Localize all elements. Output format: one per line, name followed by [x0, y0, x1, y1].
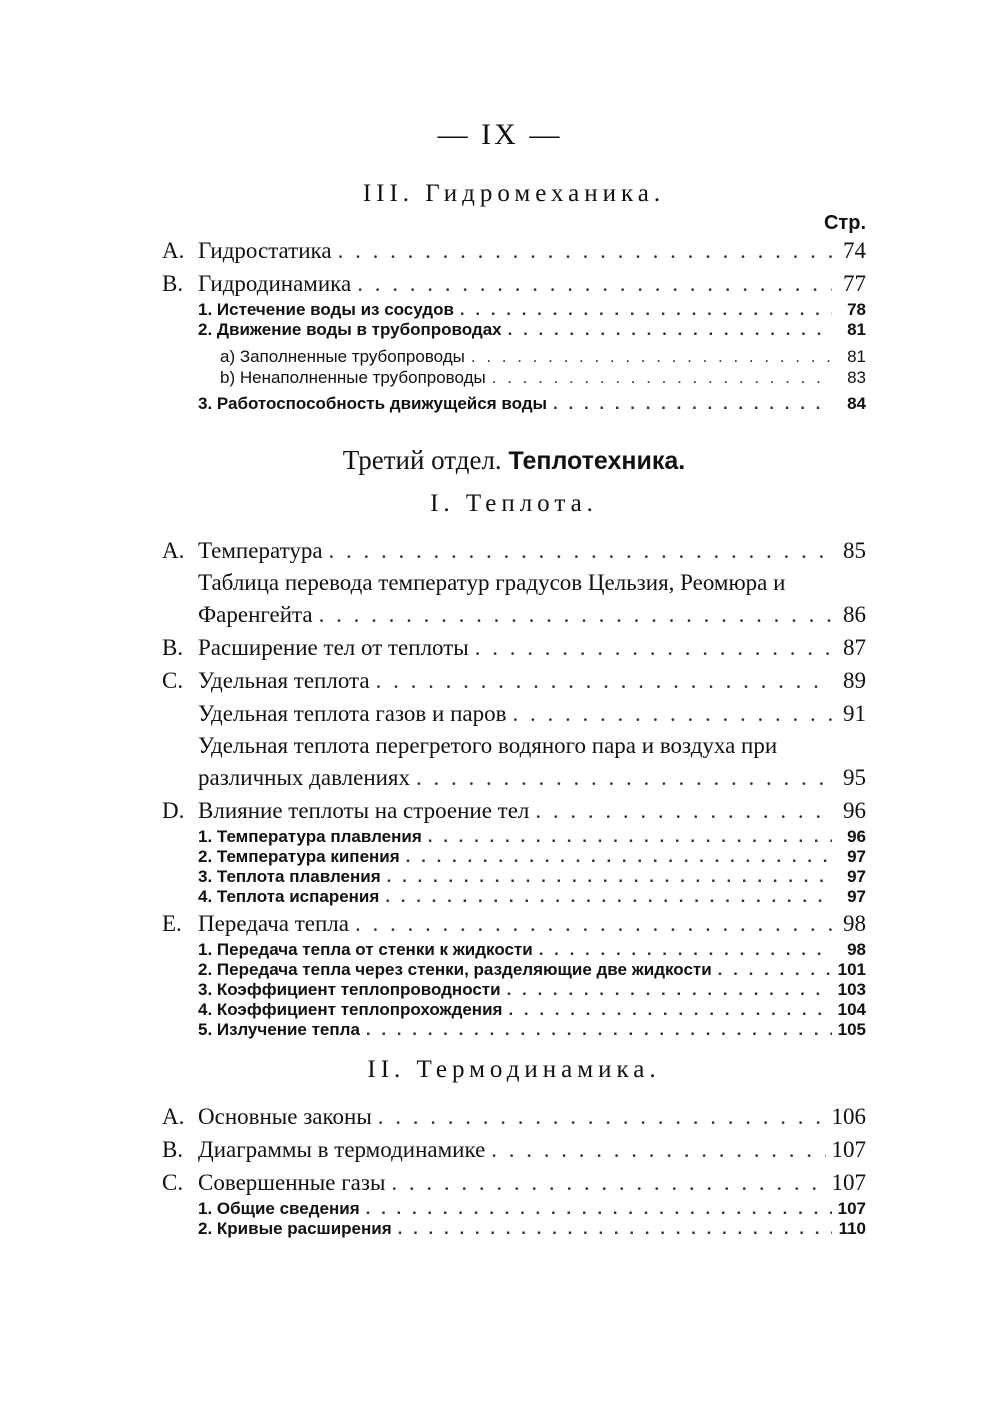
leader-dots: [366, 1020, 832, 1040]
entry-letter: E.: [162, 911, 182, 936]
entry-letter: A.: [162, 238, 185, 263]
entry-letter: B.: [162, 271, 184, 296]
toc-subentry[interactable]: [162, 940, 866, 960]
leader-dots: [475, 631, 832, 664]
page-column-label: Стр.: [823, 212, 866, 234]
entry-title: Фаренгейта: [198, 602, 313, 627]
toc-entry[interactable]: [162, 1166, 866, 1199]
toc-entry[interactable]: [162, 598, 866, 631]
toc-subentry[interactable]: [162, 827, 866, 847]
entry-page: 97: [847, 887, 866, 906]
leader-dots: [471, 346, 832, 367]
entry-page: 107: [831, 1137, 866, 1162]
leader-dots: [329, 534, 832, 567]
entry-title: Диаграммы в термодинамике: [198, 1137, 486, 1162]
toc-subentry[interactable]: [162, 394, 866, 414]
entry-page: 106: [831, 1104, 866, 1129]
entry-title: 2. Температура кипения: [198, 847, 400, 866]
entry-page: 98: [847, 940, 866, 959]
toc-entry[interactable]: [162, 697, 866, 730]
leader-dots: [507, 980, 832, 1000]
toc-subentry[interactable]: [162, 960, 866, 980]
entry-page: 86: [843, 602, 866, 627]
leader-dots: [319, 598, 832, 631]
toc-subsubentry[interactable]: [162, 367, 866, 388]
toc-subentry[interactable]: [162, 887, 866, 907]
entry-title: 2. Передача тепла через стенки, разделяющие две жидкости: [198, 960, 712, 979]
toc-subentry[interactable]: [162, 1020, 866, 1040]
toc-subentry[interactable]: [162, 867, 866, 887]
part-name: Теплотехника.: [508, 447, 686, 475]
leader-dots: [357, 267, 832, 300]
toc-entry[interactable]: [162, 1133, 866, 1166]
entry-title: Гидродинамика: [198, 271, 352, 296]
entry-title: b) Ненаполненные трубопроводы: [220, 368, 486, 387]
leader-dots: [718, 960, 832, 980]
entry-title: 5. Излучение тепла: [198, 1020, 360, 1039]
entry-title: Передача тепла: [198, 911, 349, 936]
entry-page: 110: [838, 1219, 866, 1238]
part-title: [162, 440, 866, 480]
leader-dots: [508, 1000, 831, 1020]
entry-letter: C.: [162, 1170, 184, 1195]
entry-title: 3. Работоспособность движущейся воды: [198, 394, 548, 413]
entry-title: Удельная теплота газов и паров: [198, 701, 507, 726]
toc-entry[interactable]: [162, 794, 866, 827]
entry-title: Гидростатика: [198, 238, 332, 263]
leader-dots: [535, 794, 832, 827]
leader-dots: [553, 394, 832, 414]
toc-subentry[interactable]: [162, 1000, 866, 1020]
entry-page: 74: [843, 238, 866, 263]
entry-page: 83: [847, 368, 866, 387]
leader-dots: [391, 1166, 825, 1199]
entry-title: 4. Теплота испарения: [198, 887, 380, 906]
leader-dots: [398, 1219, 832, 1239]
entry-title: 3. Коэффициент теплопроводности: [198, 980, 501, 999]
section-title-heat: I. Теплота.: [430, 490, 598, 517]
leader-dots: [355, 907, 832, 940]
toc-entry[interactable]: [162, 631, 866, 664]
toc-entry[interactable]: [162, 1100, 866, 1133]
entry-page: 103: [837, 980, 866, 999]
entry-letter: A.: [162, 538, 185, 563]
part-prefix: Третий отдел.: [342, 445, 502, 475]
entry-page: 85: [843, 538, 866, 563]
toc-subentry[interactable]: [162, 847, 866, 867]
toc-subentry[interactable]: [162, 1199, 866, 1219]
entry-title: Влияние теплоты на строение тел: [198, 798, 530, 823]
leader-dots: [406, 847, 832, 867]
entry-title: 4. Коэффициент теплопрохождения: [198, 1000, 503, 1019]
entry-page: 96: [847, 827, 866, 846]
toc-entry[interactable]: [162, 234, 866, 267]
leader-dots: [460, 300, 832, 320]
entry-title: 1. Общие сведения: [198, 1199, 360, 1218]
toc-subentry[interactable]: [162, 980, 866, 1000]
entry-letter: B.: [162, 635, 184, 660]
entry-page: 87: [843, 635, 866, 660]
leader-dots: [512, 697, 832, 730]
table-of-contents: [162, 176, 866, 1239]
entry-letter: D.: [162, 798, 185, 823]
leader-dots: [387, 867, 832, 887]
toc-subentry[interactable]: [162, 1219, 866, 1239]
entry-letter: C.: [162, 668, 184, 693]
entry-page: 91: [843, 701, 866, 726]
entry-page: 101: [837, 960, 866, 979]
entry-title: 2. Кривые расширения: [198, 1219, 392, 1238]
leader-dots: [539, 940, 832, 960]
leader-dots: [416, 761, 832, 794]
leader-dots: [376, 664, 832, 697]
entry-page: 97: [847, 847, 866, 866]
section-title-thermodynamics: II. Термодинамика.: [367, 1056, 661, 1083]
entry-page: 107: [831, 1170, 866, 1195]
toc-entry[interactable]: [162, 664, 866, 697]
entry-title: Удельная теплота: [198, 668, 370, 693]
entry-title-line: Удельная теплота перегретого водяного пара и воздуха при: [198, 733, 778, 758]
leader-dots: [366, 1199, 832, 1219]
entry-page: 89: [843, 668, 866, 693]
entry-page: 105: [837, 1020, 866, 1039]
entry-page: 104: [837, 1000, 866, 1019]
entry-page: 84: [847, 394, 866, 413]
entry-title: Основные законы: [198, 1104, 372, 1129]
entry-title: a) Заполненные трубопроводы: [220, 347, 465, 366]
entry-page: 78: [847, 300, 866, 319]
leader-dots: [492, 367, 832, 388]
entry-letter: B.: [162, 1137, 184, 1162]
entry-title: Совершенные газы: [198, 1170, 386, 1195]
toc-subentry[interactable]: [162, 300, 866, 320]
section-title-hydromechanics: III. Гидромеханика.: [362, 180, 666, 207]
leader-dots: [428, 827, 832, 847]
entry-title: Температура: [198, 538, 323, 563]
entry-title: 1. Передача тепла от стенки к жидкости: [198, 940, 533, 959]
leader-dots: [508, 320, 832, 340]
entry-title: Расширение тел от теплоты: [198, 635, 469, 660]
entry-page: 77: [843, 271, 866, 296]
leader-dots: [385, 887, 832, 907]
entry-title: 1. Истечение воды из сосудов: [198, 300, 454, 319]
toc-entry[interactable]: [162, 907, 866, 940]
entry-title: 1. Температура плавления: [198, 827, 422, 846]
entry-page: 81: [847, 347, 866, 366]
entry-page: 97: [847, 867, 866, 886]
entry-page: 96: [843, 798, 866, 823]
toc-subsubentry[interactable]: [162, 346, 866, 367]
entry-page: 107: [837, 1199, 866, 1218]
toc-entry[interactable]: [162, 267, 866, 300]
leader-dots: [338, 234, 832, 267]
entry-title: 2. Движение воды в трубопроводах: [198, 320, 502, 339]
entry-page: 81: [847, 320, 866, 339]
leader-dots: [378, 1100, 826, 1133]
entry-title: различных давлениях: [198, 765, 411, 790]
entry-page: 98: [843, 911, 866, 936]
entry-title: 3. Теплота плавления: [198, 867, 381, 886]
toc-subentry[interactable]: [162, 320, 866, 340]
toc-entry[interactable]: [162, 534, 866, 567]
toc-entry[interactable]: [162, 761, 866, 794]
entry-page: 95: [843, 765, 866, 790]
page-number: — IX —: [437, 118, 563, 151]
leader-dots: [491, 1133, 825, 1166]
entry-title-line: Таблица перевода температур градусов Цельзия, Реомюра и: [198, 570, 786, 595]
entry-letter: A.: [162, 1104, 185, 1129]
